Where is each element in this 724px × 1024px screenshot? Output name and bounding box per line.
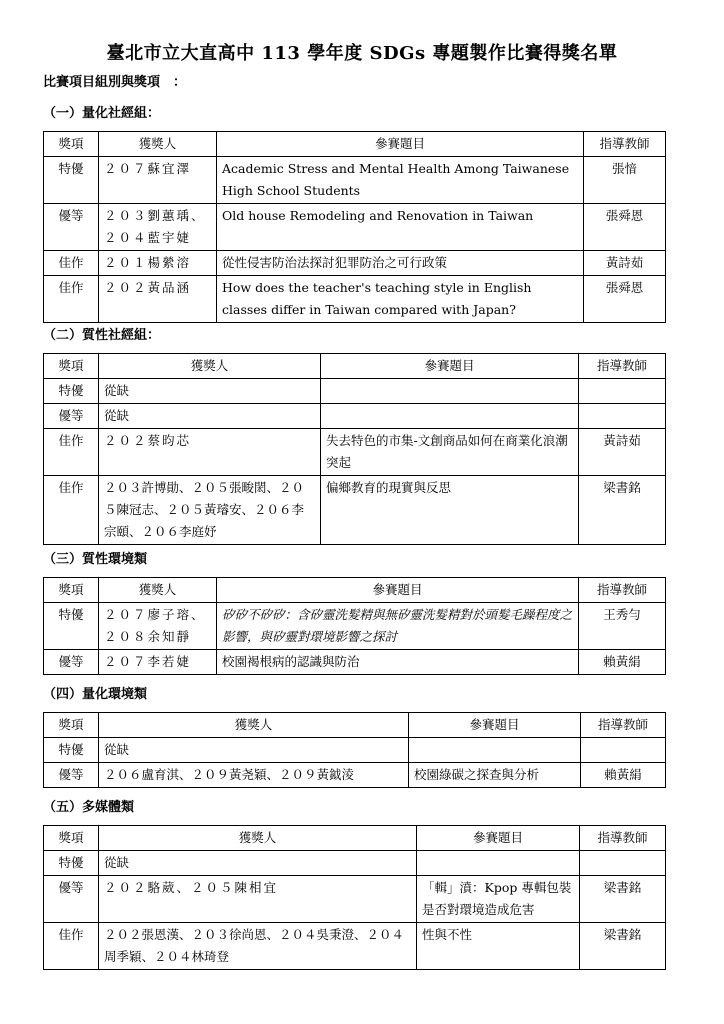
table-row bbox=[44, 429, 666, 476]
award-cell: 佳作 bbox=[44, 429, 99, 476]
award-cell: 佳作 bbox=[44, 251, 99, 276]
table-header-row bbox=[44, 132, 666, 157]
winner-cell: ２０２蔡昀芯 bbox=[99, 429, 321, 476]
teacher-cell: 梁書銘 bbox=[580, 923, 666, 970]
header-winner: 獲獎人 bbox=[99, 713, 409, 738]
award-cell: 特優 bbox=[44, 851, 99, 876]
award-cell: 優等 bbox=[44, 404, 99, 429]
teacher-cell: 張舜恩 bbox=[584, 276, 666, 323]
topic-cell: 偏鄉教育的現實與反思 bbox=[321, 476, 579, 545]
section-heading-5: （五）多媒體類 bbox=[43, 800, 135, 815]
winner-cell: ２０３許博勛、２０５張畯閎、２０５陳冠志、２０５黃璿安、２０６李宗頤、２０６李庭妤 bbox=[99, 476, 321, 545]
topic-cell: 校園綠碳之探查與分析 bbox=[409, 763, 581, 788]
table-header-row bbox=[44, 354, 666, 379]
teacher-cell: 黃詩茹 bbox=[579, 429, 666, 476]
teacher-cell bbox=[579, 379, 666, 404]
teacher-cell: 賴黃絹 bbox=[581, 763, 666, 788]
table-row bbox=[44, 763, 666, 788]
header-teacher: 指導教師 bbox=[579, 354, 666, 379]
topic-cell: Academic Stress and Mental Health Among Taiwanese High School Students bbox=[217, 157, 584, 204]
table-header-row bbox=[44, 578, 666, 603]
table-row bbox=[44, 276, 666, 323]
section-heading-4: （四）量化環境類 bbox=[43, 687, 148, 702]
header-topic: 參賽題目 bbox=[409, 713, 581, 738]
table-row bbox=[44, 738, 666, 763]
section-heading-3: （三）質性環境類 bbox=[43, 552, 148, 567]
winner-cell: 從缺 bbox=[99, 738, 409, 763]
winner-cell: ２０６盧育淇、２０９黃尧穎、２０９黃鉞淩 bbox=[99, 763, 409, 788]
teacher-cell: 黃詩茹 bbox=[584, 251, 666, 276]
award-cell: 特優 bbox=[44, 738, 99, 763]
award-cell: 優等 bbox=[44, 876, 99, 923]
header-award: 獎項 bbox=[44, 826, 99, 851]
header-award: 獎項 bbox=[44, 578, 99, 603]
header-award: 獎項 bbox=[44, 132, 99, 157]
award-cell: 優等 bbox=[44, 204, 99, 251]
table-row bbox=[44, 204, 666, 251]
section-heading-2: （二）質性社經組： bbox=[43, 328, 161, 343]
table-row bbox=[44, 379, 666, 404]
results-table-2 bbox=[43, 353, 666, 545]
winner-cell: 從缺 bbox=[99, 379, 321, 404]
document-title: 臺北市立大直高中 113 學年度 SDGs 專題製作比賽得獎名單 bbox=[106, 43, 618, 64]
header-topic: 參賽題目 bbox=[321, 354, 579, 379]
winner-cell: 從缺 bbox=[99, 851, 417, 876]
teacher-cell: 王秀勻 bbox=[579, 603, 666, 650]
table-row bbox=[44, 603, 666, 650]
header-award: 獎項 bbox=[44, 713, 99, 738]
teacher-cell bbox=[581, 738, 666, 763]
teacher-cell: 梁書銘 bbox=[579, 476, 666, 545]
winner-cell: ２０７廖子瑢、２０８余知靜 bbox=[99, 603, 217, 650]
header-teacher: 指導教師 bbox=[584, 132, 666, 157]
winner-cell: 從缺 bbox=[99, 404, 321, 429]
topic-cell: How does the teacher's teaching style in English classes differ in Taiwan compared with Japan? bbox=[217, 276, 584, 323]
table-header-row bbox=[44, 826, 666, 851]
teacher-cell: 賴黃絹 bbox=[579, 650, 666, 675]
results-table-4 bbox=[43, 712, 666, 788]
table-row bbox=[44, 876, 666, 923]
winner-cell: ２０７蘇宜澤 bbox=[99, 157, 217, 204]
winner-cell: ２０７李若婕 bbox=[99, 650, 217, 675]
header-teacher: 指導教師 bbox=[579, 578, 666, 603]
award-cell: 優等 bbox=[44, 650, 99, 675]
subtitle: 比賽項目組別與獎項 ： bbox=[43, 75, 187, 90]
table-row bbox=[44, 851, 666, 876]
topic-cell: 校園褐根病的認識與防治 bbox=[217, 650, 579, 675]
award-cell: 特優 bbox=[44, 157, 99, 204]
results-table-1 bbox=[43, 131, 666, 323]
table-row bbox=[44, 404, 666, 429]
topic-cell: 「輯」濆：Kpop 專輯包裝是否對環境造成危害 bbox=[417, 876, 580, 923]
header-award: 獎項 bbox=[44, 354, 99, 379]
table-row bbox=[44, 157, 666, 204]
topic-cell bbox=[321, 379, 579, 404]
winner-cell: ２０２張恩漢、２０３徐尚恩、２０４吳秉澄、２０４周季穎、２０４林琦登 bbox=[99, 923, 417, 970]
winner-cell: ２０３劉蕙瑀、２０４藍宇婕 bbox=[99, 204, 217, 251]
award-cell: 特優 bbox=[44, 379, 99, 404]
topic-cell: 失去特色的市集-文創商品如何在商業化浪潮突起 bbox=[321, 429, 579, 476]
teacher-cell: 張愔 bbox=[584, 157, 666, 204]
award-cell: 特優 bbox=[44, 603, 99, 650]
table-row bbox=[44, 476, 666, 545]
table-header-row bbox=[44, 713, 666, 738]
header-teacher: 指導教師 bbox=[580, 826, 666, 851]
winner-cell: ２０２黃品涵 bbox=[99, 276, 217, 323]
header-winner: 獲獎人 bbox=[99, 354, 321, 379]
header-winner: 獲獎人 bbox=[99, 578, 217, 603]
award-cell: 優等 bbox=[44, 763, 99, 788]
award-cell: 佳作 bbox=[44, 276, 99, 323]
header-topic: 參賽題目 bbox=[417, 826, 580, 851]
table-row bbox=[44, 923, 666, 970]
topic-cell bbox=[321, 404, 579, 429]
header-topic: 參賽題目 bbox=[217, 132, 584, 157]
header-teacher: 指導教師 bbox=[581, 713, 666, 738]
award-cell: 佳作 bbox=[44, 476, 99, 545]
results-table-5 bbox=[43, 825, 666, 970]
table-row bbox=[44, 251, 666, 276]
header-winner: 獲獎人 bbox=[99, 826, 417, 851]
results-table-3 bbox=[43, 577, 666, 675]
teacher-cell bbox=[579, 404, 666, 429]
topic-cell bbox=[417, 851, 580, 876]
topic-cell: 矽矽不矽矽：含矽靈洗髮精與無矽靈洗髮精對於頭髮毛躁程度之影響，與矽靈對環境影響之探討 bbox=[217, 603, 579, 650]
topic-cell: Old house Remodeling and Renovation in Taiwan bbox=[217, 204, 584, 251]
winner-cell: ２０２駱葳、２０５陳相宜 bbox=[99, 876, 417, 923]
header-topic: 參賽題目 bbox=[217, 578, 579, 603]
award-cell: 佳作 bbox=[44, 923, 99, 970]
section-heading-1: （一）量化社經組： bbox=[43, 106, 161, 121]
table-row bbox=[44, 650, 666, 675]
header-winner: 獲獎人 bbox=[99, 132, 217, 157]
topic-cell: 性與不性 bbox=[417, 923, 580, 970]
teacher-cell: 梁書銘 bbox=[580, 876, 666, 923]
topic-cell: 從性侵害防治法探討犯罪防治之可行政策 bbox=[217, 251, 584, 276]
teacher-cell bbox=[580, 851, 666, 876]
teacher-cell: 張舜恩 bbox=[584, 204, 666, 251]
winner-cell: ２０１楊縈溶 bbox=[99, 251, 217, 276]
topic-cell bbox=[409, 738, 581, 763]
